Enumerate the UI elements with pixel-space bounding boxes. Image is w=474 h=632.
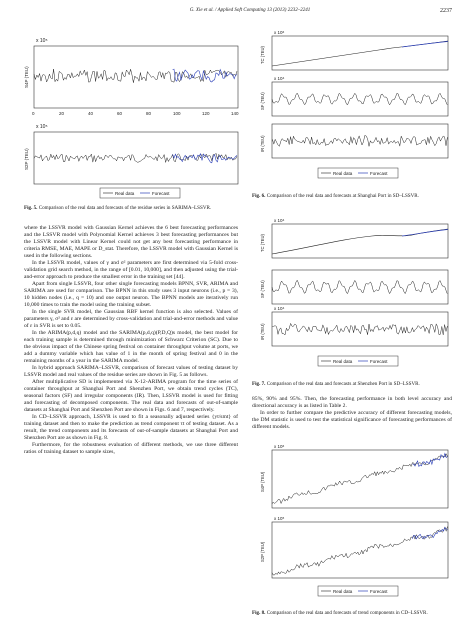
fig8-panel1-axes xyxy=(272,450,448,508)
fig8-panel1-exponent: x 10⁶ xyxy=(274,444,285,449)
fig5-tick-40: 40 xyxy=(88,111,94,116)
fig8-caption-label: Fig. 8. xyxy=(252,610,266,616)
fig6-legend-forecast: Forecast xyxy=(370,171,388,176)
fig7-panel2-ylabel: SF (TEU) xyxy=(260,280,265,298)
fig5-legend-forecast: Forecast xyxy=(152,191,170,196)
fig5-tick-20: 20 xyxy=(59,111,65,116)
running-header: G. Xie et al. / Applied Soft Computing 13 (2013) 2232–2241 xyxy=(189,8,311,13)
fig6-panel2-exponent: x 10⁴ xyxy=(274,76,285,81)
fig5-caption-text: Comparison of the real data and forecasts of the residue series in SARIMA–LSSVR. xyxy=(38,205,212,211)
figure-5-caption xyxy=(24,205,238,211)
figure-6-plot xyxy=(252,26,452,186)
fig7-panel2-axes xyxy=(272,270,448,304)
fig7-legend-real: Real data xyxy=(333,359,353,364)
figure-8-plot xyxy=(252,440,452,602)
fig7-panel1-axes xyxy=(272,224,448,258)
fig8-panel2-forecast-line xyxy=(412,528,447,539)
fig7-panel2-real-line xyxy=(272,280,447,293)
fig5-tick-0: 0 xyxy=(32,111,35,116)
fig5-panel2-ylabel: S2P (TEU) xyxy=(24,148,29,170)
fig8-legend-forecast: Forecast xyxy=(370,589,388,594)
left-paragraph-1: where the LSSVR model with Gaussian Kernel achieves the 6 best forecasting performances and the LSSVR model with Polynomial Kernel achieves 3 best forecasting performances but the LSSVR model with Linear Kernel could not get any best forecasting performance in criteria RMSE, MAE, MAPE or D_stat. Therefore, the LSSVR model with Gaussian Kernel is used in the following sections. xyxy=(24,225,238,259)
left-paragraph-2: In the LSSVR model, values of γ and σ² parameters are first determined via 5-fold cross-validation grid search method, in the range of [0.01, 10,000], and then adjusted using the trial-and-error approach to produce the smallest error in the training set [44]. xyxy=(24,260,238,280)
fig8-caption-text: Comparison of the real data and forecasts of trend components in CD–LSSVR. xyxy=(266,610,428,616)
fig5-tick-140: 140 xyxy=(231,111,239,116)
fig5-panel1-real-line xyxy=(34,69,237,83)
figure-8-caption xyxy=(252,610,452,616)
fig8-panel2-real-line xyxy=(272,527,448,576)
fig7-panel3-ylabel: IR (TEU) xyxy=(260,323,265,340)
fig8-panel1-real-line xyxy=(272,454,448,504)
fig7-caption-text: Comparison of the real data and forecasts at Shenzhen Port in SD–LSSVR. xyxy=(266,381,420,387)
fig6-caption-text: Comparison of the real data and forecasts at Shanghai Port in SD–LSSVR. xyxy=(266,193,419,199)
figure-7-plot xyxy=(252,214,452,374)
left-paragraph-8: In CD–LSSVR approach, LSSVR is used to fit a seasonally adjusted series {yt/smt} of training dataset and then to make the prediction as trend component τt of testing dataset. As a result, the trend components and its forecasts of out-of-sample datasets at Shanghai Port and Shenzhen Port are as shown in Fig. 8. xyxy=(24,414,238,441)
left-column-text xyxy=(24,225,238,456)
left-paragraph-9: Furthermore, for the robustness evaluation of different methods, we use three different ratios of training dataset to sample sizes, xyxy=(24,442,238,455)
fig7-panel3-exponent: x 10⁴ xyxy=(274,306,285,311)
fig7-panel1-ylabel: TC (TEU) xyxy=(260,234,265,252)
fig8-legend-real: Real data xyxy=(333,589,353,594)
fig7-caption-label: Fig. 7. xyxy=(252,381,266,387)
figure-7-caption xyxy=(252,381,452,387)
fig5-panel2-real-line xyxy=(34,153,237,162)
fig5-panel2-exponent: x 10⁵ xyxy=(36,124,48,130)
figure-7 xyxy=(252,214,452,374)
fig7-panel3-real-line xyxy=(272,323,447,335)
fig7-legend-forecast: Forecast xyxy=(370,359,388,364)
fig8-panel1-ylabel: S4P (TEU) xyxy=(260,471,265,492)
fig5-tick-80: 80 xyxy=(146,111,152,116)
fig7-panel3-axes xyxy=(272,312,448,346)
fig6-legend-real: Real data xyxy=(333,171,353,176)
fig6-panel1-exponent: x 10⁶ xyxy=(274,30,285,35)
fig5-tick-60: 60 xyxy=(117,111,123,116)
fig6-panel3-real-line xyxy=(272,136,447,147)
fig6-panel3-axes xyxy=(272,124,448,158)
fig6-panel2-axes xyxy=(272,82,448,116)
fig5-tick-120: 120 xyxy=(202,111,210,116)
fig8-panel2-axes xyxy=(272,522,448,578)
figure-6 xyxy=(252,26,452,186)
fig5-panel1-exponent: x 10⁵ xyxy=(36,38,48,44)
fig7-panel1-exponent: x 10⁴ xyxy=(274,218,285,223)
fig5-caption-label: Fig. 5. xyxy=(24,205,38,211)
figure-6-caption xyxy=(252,193,452,199)
fig6-panel1-forecast-line xyxy=(402,42,448,48)
left-paragraph-4: In the single SVR model, the Gaussian RBF kernel function is also selected. Values of parameters γ, σ² and ε are determined by cross-validation and trial-and-error methods and value of ε in SVR is set to 0.05. xyxy=(24,309,238,329)
fig7-panel1-forecast-line xyxy=(402,230,448,237)
fig5-tick-100: 100 xyxy=(173,111,181,116)
figure-5 xyxy=(22,28,244,203)
fig5-panel1-ylabel: S4P (TEU) xyxy=(24,66,29,88)
fig6-panel1-ylabel: TC (TEU) xyxy=(260,46,265,64)
left-paragraph-7: After multiplicative SD is implemented via X-12-ARIMA program for the time series of container throughput at Shanghai Port and Shenzhen Port, we obtain trend cycles (TC), seasonal factors (SF) and irregular components (IR). Then, LSSVR model is used for fitting and forecasting of decomposed components. The real data and forecasts of out-of-sample datasets at Shanghai Port and Shenzhen Port are shown in Figs. 6 and 7, respectively. xyxy=(24,379,238,413)
fig8-panel2-ylabel: S2P (TEU) xyxy=(260,541,265,562)
left-paragraph-6: In hybrid approach SARIMA–LSSVR, comparison of forecast values of testing dataset by LSSVR model and real values of the residue series are shown in Fig. 5 as follows. xyxy=(24,365,238,378)
figure-8 xyxy=(252,440,452,602)
right-paragraph-2: In order to further compare the predictive accuracy of different forecasting models, the DM statistic is used to test the statistical significance of forecasting performances of different models. xyxy=(252,410,452,430)
fig6-panel2-real-line xyxy=(272,93,447,105)
right-column-text xyxy=(252,396,452,431)
fig6-panel3-ylabel: IR (TEU) xyxy=(260,135,265,152)
left-paragraph-5: In the ARIMA(p,d,q) model and the SARIMA(p,d,q)(P,D,Q)s model, the best model for each training sample is determined through minimization of Schwarz Criterion (SC). Due to the obvious impact of the Chinese spring festival on container throughput volume at ports, we add a dummy variable which has value of 1 in the month of spring festival and 0 in the remaining months of a year in the SARIMA model. xyxy=(24,330,238,364)
fig6-panel2-ylabel: SF (TEU) xyxy=(260,92,265,110)
fig5-legend-real: Real data xyxy=(115,191,135,196)
page-number: 2237 xyxy=(440,8,452,14)
fig8-panel2-exponent: x 10⁵ xyxy=(274,516,285,521)
figure-5-plot xyxy=(22,28,244,203)
right-paragraph-1: 85%, 90% and 95%. Then, the forecasting performance in both level accuracy and directional accuracy is as listed in Table 2. xyxy=(252,396,452,409)
fig5-panel2-axes xyxy=(34,132,238,184)
left-paragraph-3: Apart from single LSSVR, four other single forecasting models BPNN, SVR, ARIMA and SARIMA are used for comparison. The BPNN in this study uses 3 input neurons (i.e., p = 3), 10 hidden nodes (i.e., q = 10) and one output neuron. The BPNN models are iteratively run 10,000 times to train the model using the training subset. xyxy=(24,281,238,308)
fig6-caption-label: Fig. 6. xyxy=(252,193,266,199)
